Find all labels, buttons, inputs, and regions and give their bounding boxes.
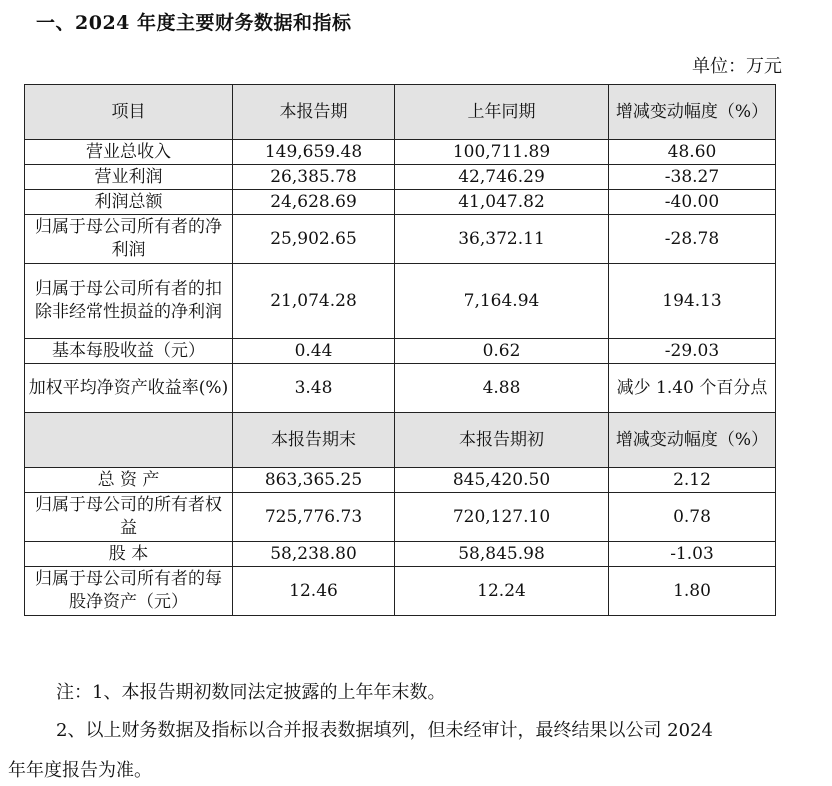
- row-current: 725,776.73: [233, 493, 395, 542]
- row-change: 0.78: [609, 493, 776, 542]
- row-previous: 0.62: [395, 339, 609, 364]
- table-row: [25, 190, 776, 215]
- table-row: [25, 364, 776, 413]
- row-item: 归属于母公司所有者的净利润: [25, 215, 233, 264]
- header-cell-item: [25, 413, 233, 468]
- header-cell-change: 增减变动幅度（%）: [609, 413, 776, 468]
- header-cell-change: 增减变动幅度（%）: [609, 85, 776, 140]
- row-previous: 12.24: [395, 567, 609, 616]
- table-header-row: [25, 413, 776, 468]
- row-change: 减少 1.40 个百分点: [609, 364, 776, 413]
- header-cell-period-start: 本报告期初: [395, 413, 609, 468]
- row-previous: 36,372.11: [395, 215, 609, 264]
- row-item: 营业总收入: [25, 140, 233, 165]
- row-current: 25,902.65: [233, 215, 395, 264]
- row-previous: 58,845.98: [395, 542, 609, 567]
- table-row: [25, 567, 776, 616]
- row-item: 股 本: [25, 542, 233, 567]
- financial-data-table: [24, 84, 776, 616]
- row-item: 归属于母公司所有者的扣除非经常性损益的净利润: [25, 264, 233, 339]
- table-row: [25, 493, 776, 542]
- row-current: 24,628.69: [233, 190, 395, 215]
- row-item: 营业利润: [25, 165, 233, 190]
- row-previous: 42,746.29: [395, 165, 609, 190]
- section-heading: 一、2024 年度主要财务数据和指标: [36, 12, 352, 34]
- table-row: [25, 339, 776, 364]
- row-item: 总 资 产: [25, 468, 233, 493]
- row-change: 1.80: [609, 567, 776, 616]
- note-1: 注：1、本报告期初数同法定披露的上年年末数。: [56, 682, 446, 703]
- row-item: 加权平均净资产收益率(%): [25, 364, 233, 413]
- header-cell-current: 本报告期: [233, 85, 395, 140]
- row-previous: 720,127.10: [395, 493, 609, 542]
- note-2: 2、以上财务数据及指标以合并报表数据填列，但未经审计，最终结果以公司 2024: [56, 720, 713, 741]
- row-change: 48.60: [609, 140, 776, 165]
- row-item: 基本每股收益（元）: [25, 339, 233, 364]
- row-change: 2.12: [609, 468, 776, 493]
- row-item: 利润总额: [25, 190, 233, 215]
- row-current: 26,385.78: [233, 165, 395, 190]
- row-previous: 4.88: [395, 364, 609, 413]
- row-change: -1.03: [609, 542, 776, 567]
- table-row: [25, 140, 776, 165]
- table-row: [25, 542, 776, 567]
- row-current: 863,365.25: [233, 468, 395, 493]
- row-change: -29.03: [609, 339, 776, 364]
- row-current: 58,238.80: [233, 542, 395, 567]
- table-row: [25, 468, 776, 493]
- row-previous: 845,420.50: [395, 468, 609, 493]
- row-previous: 41,047.82: [395, 190, 609, 215]
- row-current: 21,074.28: [233, 264, 395, 339]
- row-previous: 7,164.94: [395, 264, 609, 339]
- row-current: 0.44: [233, 339, 395, 364]
- table-row: [25, 165, 776, 190]
- row-change: 194.13: [609, 264, 776, 339]
- row-change: -28.78: [609, 215, 776, 264]
- row-change: -38.27: [609, 165, 776, 190]
- table-header-row: [25, 85, 776, 140]
- header-cell-previous: 上年同期: [395, 85, 609, 140]
- header-cell-item: 项目: [25, 85, 233, 140]
- table-row: [25, 215, 776, 264]
- row-current: 12.46: [233, 567, 395, 616]
- row-previous: 100,711.89: [395, 140, 609, 165]
- note-2-continued: 年年度报告为准。: [8, 760, 152, 781]
- row-item: 归属于母公司的所有者权益: [25, 493, 233, 542]
- row-current: 3.48: [233, 364, 395, 413]
- unit-label: 单位：万元: [692, 56, 782, 77]
- row-item: 归属于母公司所有者的每股净资产（元）: [25, 567, 233, 616]
- row-current: 149,659.48: [233, 140, 395, 165]
- table-row: [25, 264, 776, 339]
- row-change: -40.00: [609, 190, 776, 215]
- header-cell-period-end: 本报告期末: [233, 413, 395, 468]
